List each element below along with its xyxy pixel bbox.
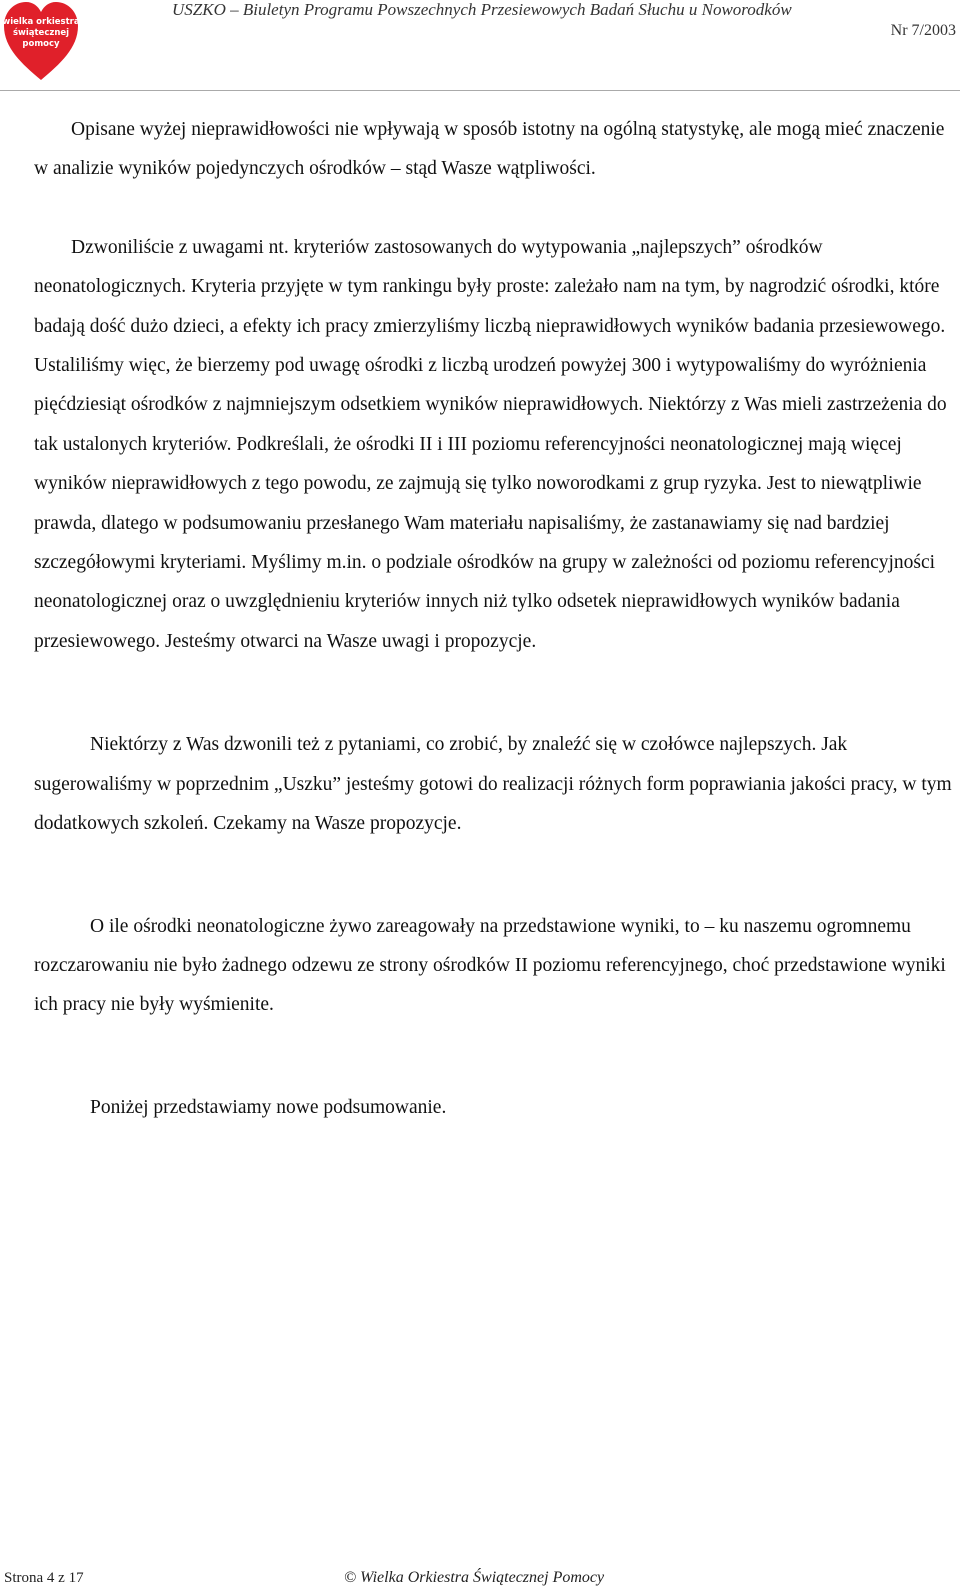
header-divider [0,90,960,91]
logo-text-line3: pomocy [22,39,60,49]
issue-number: Nr 7/2003 [890,22,956,39]
page-footer [0,1568,960,1592]
copyright-notice: © Wielka Orkiestra Świątecznej Pomocy [344,1569,605,1586]
paragraph-1: Opisane wyżej nieprawidłowości nie wpływają w sposób istotny na ogólną statystykę, ale mogą mieć znaczenie w analizie wyników pojedynczych ośrodków – stąd Wasze wątpliwości. [34,119,945,180]
logo-text-line1: wielka orkiestra [2,17,80,27]
paragraph-2: Dzwoniliście z uwagami nt. kryteriów zastosowanych do wytypowania „najlepszych” ośrodków neonatologicznych. Kryteria przyjęte w tym rankingu były proste: zależało nam na tym, by nagrodzić ośrodki, które badają dość dużo dzieci, a efekty ich pracy zmierzyliśmy liczbą nieprawidłowych wyników badania przesiewowego. Ustaliliśmy więc, że bierzemy pod uwagę ośrodki z liczbą urodzeń powyżej 300 i wytypowaliśmy do wyróżnienia pięćdziesiąt ośrodków z najmniejszym odsetkiem wyników nieprawidłowych. Niektórzy z Was mieli zastrzeżenia do tak ustalonych kryteriów. Podkreślali, że ośrodki II i III poziomu referencyjności neonatologicznej mają więcej wyników nieprawidłowych z tego powodu, ze zajmują się tylko noworodkami z grup ryzyka. Jest to niewątpliwie prawda, dlatego w podsumowaniu przesłanego Wam materiału napisaliśmy, że zastanawiamy się nad bardziej szczegółowymi kryteriami. Myślimy m.in. o podziale ośrodków na grupy w zależności od poziomu referencyjności neonatologicznej oraz o uwzględnieniu kryteriów innych niż tylko odsetek nieprawidłowych wyników badania przesiewowego. Jesteśmy otwarci na Wasze uwagi i propozycje. [34,236,947,652]
paragraph-4: O ile ośrodki neonatologiczne żywo zareagowały na przedstawione wyniki, to – ku naszemu ogromnemu rozczarowaniu nie było żadnego odzewu ze strony ośrodków II poziomu referencyjnego, choć przedstawione wyniki ich pracy nie były wyśmienite. [34,915,946,1016]
article-body [34,110,954,1127]
page-header [0,0,960,92]
paragraph-5: Poniżej przedstawiamy nowe podsumowanie. [90,1096,447,1118]
page-number: Strona 4 z 17 [4,1570,84,1586]
bulletin-title: USZKO – Biuletyn Programu Powszechnych Przesiewowych Badań Słuchu u Noworodków [172,0,792,19]
logo-text-line2: świątecznej [12,28,70,38]
wosp-heart-logo [2,0,80,82]
heart-icon [2,0,80,82]
paragraph-3: Niektórzy z Was dzwonili też z pytaniami, co zrobić, by znaleźć się w czołówce najlepszych. Jak sugerowaliśmy w poprzednim „Uszku” jesteśmy gotowi do realizacji różnych form poprawiania jakości pracy, w tym dodatkowych szkoleń. Czekamy na Wasze propozycje. [34,734,952,835]
